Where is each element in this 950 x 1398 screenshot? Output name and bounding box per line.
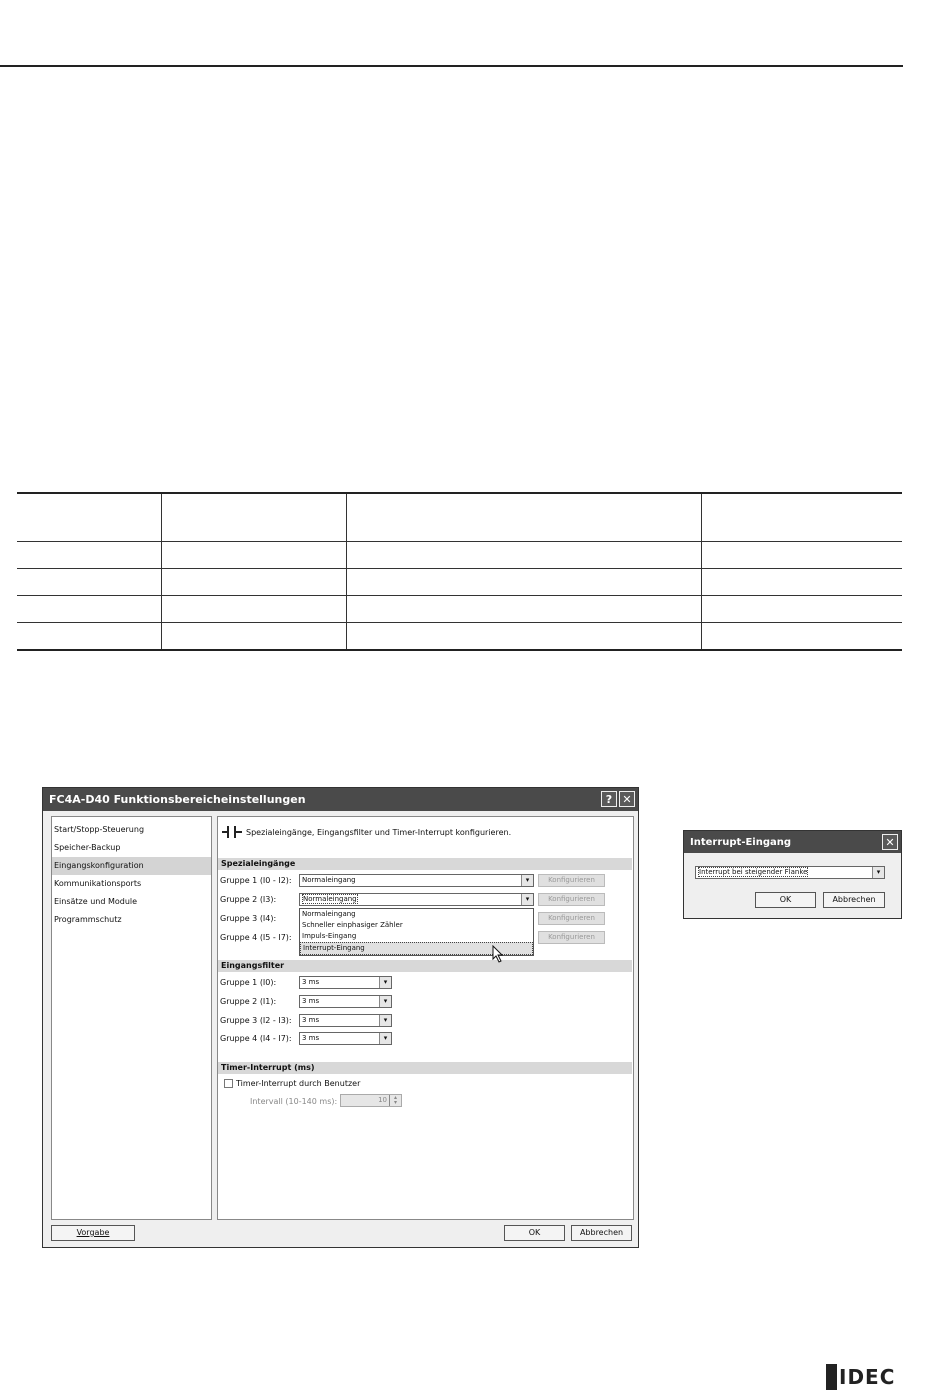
special-group2-label: Gruppe 2 (I3): [220,895,277,904]
chevron-down-icon: ▾ [379,1015,391,1026]
intro-text: Spezialeingänge, Eingangsfilter und Timer-Interrupt konfigurieren. [246,827,512,837]
special-inputs-header: Spezialeingänge [218,858,632,870]
nav-item-comm-ports[interactable]: Kommunikationsports [54,879,142,888]
special-group1-configure-button[interactable]: Konfigurieren [538,874,605,887]
interrupt-cancel-button[interactable]: Abbrechen [823,892,885,908]
dropdown-option[interactable]: Impuls-Eingang [302,932,357,940]
interrupt-ok-button[interactable]: OK [755,892,816,908]
dropdown-option-highlighted[interactable]: Interrupt-Eingang [300,942,533,955]
filter-group2-select[interactable] [299,995,392,1008]
dropdown-option[interactable]: Schneller einphasiger Zähler [302,921,403,929]
filter-group4-value: 3 ms [302,1034,320,1042]
interrupt-input-dialog [683,830,902,919]
idec-logo [826,1364,895,1390]
special-group2-select[interactable] [299,893,534,906]
dropdown-option[interactable]: Normaleingang [302,910,356,918]
filter-group1-select[interactable] [299,976,392,989]
chevron-down-icon: ▾ [379,996,391,1007]
default-button[interactable] [51,1225,135,1241]
chevron-down-icon: ▾ [379,977,391,988]
chevron-down-icon: ▾ [521,875,533,886]
nav-item-start-stop[interactable]: Start/Stopp-Steuerung [54,825,145,834]
filter-group3-select[interactable] [299,1014,392,1027]
input-filter-header: Eingangsfilter [218,960,632,972]
special-group1-value: Normaleingang [302,876,356,884]
ok-button[interactable]: OK [504,1225,565,1241]
empty-table [17,492,902,651]
logo-text: IDEC [839,1365,896,1389]
interval-label: Intervall (10-140 ms): [250,1097,338,1106]
interrupt-dialog-titlebar [684,831,901,853]
chevron-down-icon: ▾ [872,867,884,878]
filter-group4-label: Gruppe 4 (I4 - I7): [220,1034,292,1043]
chevron-down-icon: ▾ [521,894,533,905]
filter-group1-value: 3 ms [302,978,320,986]
filter-group2-value: 3 ms [302,997,320,1005]
cancel-button[interactable]: Abbrechen [571,1225,632,1241]
spinner-arrows-icon: ▴ ▾ [389,1095,401,1106]
special-group3-configure-button[interactable]: Konfigurieren [538,912,605,925]
filter-group1-label: Gruppe 1 (I0): [220,978,277,987]
input-contact-icon [222,825,242,839]
filter-group3-value: 3 ms [302,1016,320,1024]
settings-content [217,816,634,1220]
nav-item-cartridges-modules[interactable]: Einsätze und Module [54,897,138,906]
special-group1-label: Gruppe 1 (I0 - I2): [220,876,292,885]
dialog-title: FC4A-D40 Funktionsbereicheinstellungen [49,793,306,806]
timer-interrupt-header: Timer-Interrupt (ms) [218,1062,632,1074]
interval-spinner[interactable] [340,1094,402,1107]
header-rule [0,65,903,67]
help-button[interactable]: ? [601,791,617,807]
interrupt-edge-value: Interrupt bei steigender Flanke [699,868,808,876]
close-button[interactable]: ✕ [619,791,635,807]
timer-interrupt-checkbox-label: Timer-Interrupt durch Benutzer [236,1079,361,1088]
special-group1-select[interactable] [299,874,534,887]
settings-nav [51,816,212,1220]
function-area-settings-dialog [42,787,639,1248]
interrupt-dialog-title: Interrupt-Eingang [690,836,792,848]
interval-value: 10 [378,1096,387,1104]
chevron-down-icon: ▾ [379,1033,391,1044]
dialog-titlebar [43,788,638,811]
special-group2-configure-button[interactable]: Konfigurieren [538,893,605,906]
special-group4-label: Gruppe 4 (I5 - I7): [220,933,292,942]
intro-row [222,825,511,839]
logo-mark [826,1364,837,1390]
interrupt-close-button[interactable]: ✕ [882,834,898,850]
timer-interrupt-checkbox[interactable] [224,1079,233,1088]
interrupt-edge-select[interactable] [695,866,885,879]
mouse-pointer-icon [492,945,506,963]
nav-item-program-protection[interactable]: Programmschutz [54,915,122,924]
nav-item-input-config[interactable]: Eingangskonfiguration [52,857,211,875]
default-button-label: Vorgabe [76,1228,110,1237]
special-group3-label: Gruppe 3 (I4): [220,914,277,923]
special-group2-value: Normaleingang [303,895,357,903]
special-group4-configure-button[interactable]: Konfigurieren [538,931,605,944]
filter-group2-label: Gruppe 2 (I1): [220,997,277,1006]
nav-item-memory-backup[interactable]: Speicher-Backup [54,843,121,852]
filter-group4-select[interactable] [299,1032,392,1045]
filter-group3-label: Gruppe 3 (I2 - I3): [220,1016,292,1025]
